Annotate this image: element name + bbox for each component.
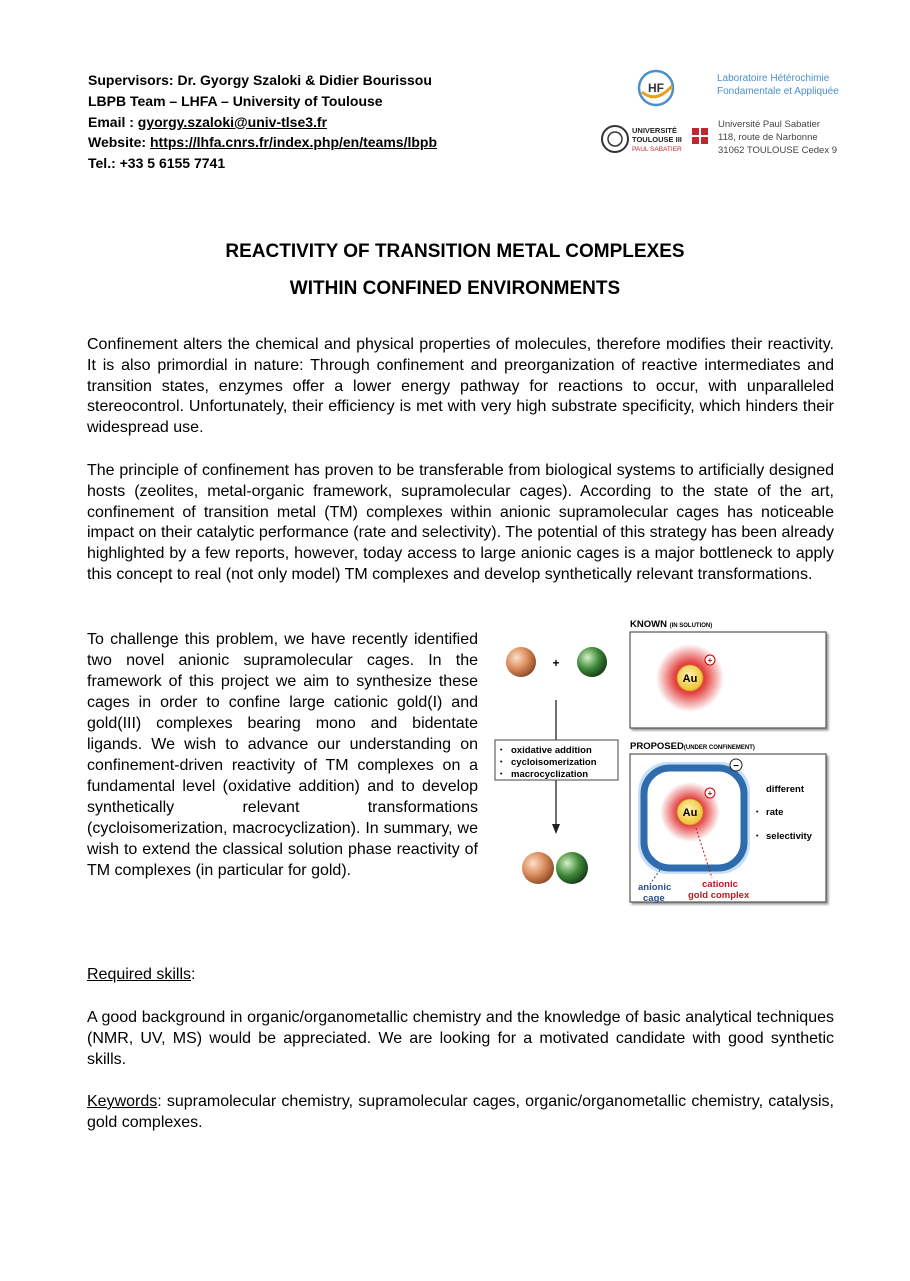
paragraph-project: To challenge this problem, we have recently identified two novel anionic supramolecular cages. In the framework of this project we aim to synthesize these cages in order to confine large cationic gold(I) and gold(III) complexes bearing mono and bidentate ligands. We wish to advance our understanding on confinement-driven reactivity of TM complexes on a fundamental level (oxidative addition) and to develop synthetically relevant transformations (cycloisomerization, macrocyclization). In summary, we wish to extend the classical solution phase reactivity of TM complexes (in particular for gold). bbox=[87, 631, 478, 879]
supervisors: Supervisors: Dr. Gyorgy Szaloki & Didier Bourissou bbox=[88, 72, 432, 88]
paragraph-skills: A good background in organic/organometallic chemistry and the knowledge of basic analytical techniques (NMR, UV, MS) would be appreciated. We are looking for a motivated candidate with good synthetic skills. bbox=[87, 1009, 834, 1068]
page-title-line1: REACTIVITY OF TRANSITION METAL COMPLEXES bbox=[225, 241, 685, 262]
reactant-orange-sphere bbox=[506, 647, 536, 677]
lhfa-name bbox=[717, 72, 839, 98]
contact-header bbox=[88, 70, 437, 174]
step-bullet-1: • bbox=[500, 747, 503, 754]
proposed-label: PROPOSED(UNDER CONFINEMENT) bbox=[630, 741, 755, 752]
keywords-title: Keywords bbox=[87, 1093, 158, 1110]
rate-bullet: • bbox=[756, 809, 759, 816]
reactant-green-sphere bbox=[577, 647, 607, 677]
website-label: Website: bbox=[88, 134, 150, 151]
lhfa-name-line2: Fondamentale et Appliquée bbox=[717, 86, 839, 97]
institution-logos bbox=[600, 66, 860, 166]
svg-text:HF: HF bbox=[648, 81, 664, 95]
step-bullet-3: • bbox=[500, 771, 503, 778]
selectivity-bullet: • bbox=[756, 833, 759, 840]
lhfa-logo bbox=[636, 68, 676, 108]
keywords bbox=[87, 1092, 834, 1134]
anionic-label-line1: anionic bbox=[638, 882, 672, 893]
arrow-head-icon bbox=[552, 824, 560, 834]
plus-sign: + bbox=[552, 656, 560, 670]
known-au-symbol: Au bbox=[682, 673, 698, 685]
required-skills-heading bbox=[87, 966, 196, 984]
telephone: Tel.: +33 5 6155 7741 bbox=[88, 155, 226, 172]
proposed-au-symbol: Au bbox=[682, 807, 698, 819]
email-label: Email : bbox=[88, 113, 138, 130]
cationic-label-line2: gold complex bbox=[688, 890, 750, 901]
address-line3: 31062 TOULOUSE Cedex 9 bbox=[718, 145, 837, 157]
paragraph-intro: Confinement alters the chemical and physical properties of molecules, therefore modifies their reactivity. It is also primordial in nature: Through confinement and preorganization of reactive intermediates and transition states, enzymes offer a lower energy pathway for reactions to occur, with unparalleled stereocontrol. Unfortunately, their efficiency is met with very high substrate specificity, which hinders their widespread use. bbox=[87, 336, 834, 437]
rate-label: rate bbox=[766, 807, 784, 818]
required-skills-title: Required skills bbox=[87, 966, 192, 983]
anionic-label-line2: cage bbox=[643, 893, 665, 904]
different-label: different bbox=[766, 784, 804, 795]
team: LBPB Team – LHFA – University of Toulouse bbox=[88, 92, 383, 109]
cationic-label-line1: cationic bbox=[702, 879, 738, 890]
lhfa-name-line1: Laboratoire Hétérochimie bbox=[717, 73, 830, 84]
website-line bbox=[88, 132, 437, 153]
keywords-list: : supramolecular chemistry, supramolecular cages, organic/organometallic chemistry, catalysis, gold complexes. bbox=[87, 1093, 834, 1131]
svg-text:PAUL SABATIER: PAUL SABATIER bbox=[632, 146, 682, 153]
product-orange-sphere bbox=[522, 852, 554, 884]
email-line bbox=[88, 112, 437, 133]
ups-address bbox=[718, 118, 837, 158]
ups-logo bbox=[600, 122, 712, 156]
proposed-plus-charge: + bbox=[707, 789, 713, 798]
minus-charge: − bbox=[733, 761, 739, 772]
confinement-scheme bbox=[490, 612, 840, 912]
page-title-line2: WITHIN CONFINED ENVIRONMENTS bbox=[289, 278, 621, 299]
step-macrocyclization: macrocyclization bbox=[511, 769, 589, 780]
step-cycloisomerization: cycloisomerization bbox=[511, 757, 597, 768]
svg-text:TOULOUSE III: TOULOUSE III bbox=[632, 135, 682, 144]
product-green-sphere bbox=[556, 852, 588, 884]
email-link[interactable]: gyorgy.szaloki@univ-tlse3.fr bbox=[137, 113, 328, 130]
required-skills-colon: : bbox=[191, 966, 196, 983]
selectivity-label: selectivity bbox=[766, 831, 812, 842]
website-link[interactable]: https://lhfa.cnrs.fr/index.php/en/teams/lbpb bbox=[149, 134, 438, 151]
step-oxidative-addition: oxidative addition bbox=[511, 745, 592, 756]
known-label: KNOWN (IN SOLUTION) bbox=[630, 619, 713, 630]
step-bullet-2: • bbox=[500, 759, 503, 766]
known-plus-charge: + bbox=[707, 656, 713, 665]
address-line2: 118, route de Narbonne bbox=[718, 132, 818, 144]
address-line1: Université Paul Sabatier bbox=[718, 119, 820, 130]
paragraph-principle: The principle of confinement has proven to be transferable from biological systems to artificially designed hosts (zeolites, metal-organic framework, supramolecular cages). According to the state of the art, confinement of transition metal (TM) complexes within anionic supramolecular cages has noticeable impact on their catalytic performance (rate and selectivity). The potential of this strategy has been already highlighted by a few reports, however, today access to large anionic cages is a major bottleneck to apply this concept to real (not only model) TM complexes and develop synthetically relevant transformations. bbox=[87, 462, 834, 583]
svg-text:UNIVERSITÉ: UNIVERSITÉ bbox=[632, 126, 678, 135]
